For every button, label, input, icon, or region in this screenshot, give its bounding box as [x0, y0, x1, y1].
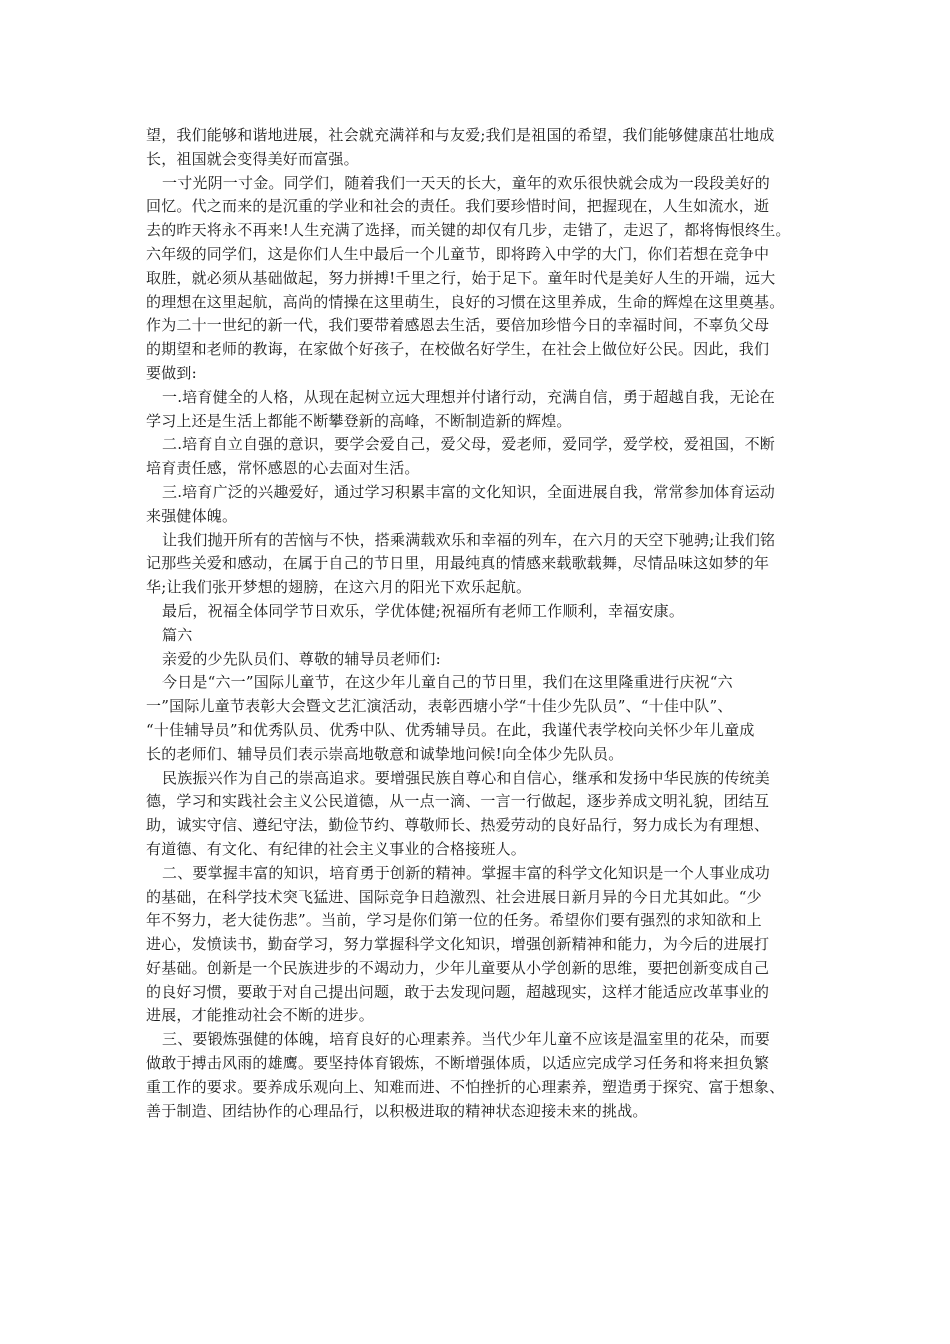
text-line: 长，祖国就会变得美好而富强。 [146, 149, 359, 168]
text-line: 记那些关爱和感动，在属于自己的节日里，用最纯真的情感来载歌载舞，尽情品味这如梦的年 [146, 554, 770, 573]
text-line: 今日是“六一”国际儿童节，在这少年儿童自己的节日里，我们在这里隆重进行庆祝“六 [162, 673, 733, 692]
text-line: 有道德、有文化、有纪律的社会主义事业的合格接班人。 [146, 839, 527, 858]
text-line: 篇六 [162, 625, 193, 644]
text-line: 做敢于搏击风雨的雄鹰。要坚持体育锻炼，不断增强体质，以适应完成学习任务和将来担负繁 [146, 1054, 770, 1073]
text-line: 去的昨天将永不再来!人生充满了选择，而关键的却仅有几步，走错了，走迟了，都将悔恨终生。 [146, 221, 791, 240]
text-line: 好基础。创新是一个民族进步的不竭动力，少年儿童要从小学创新的思维，要把创新变成自己 [146, 958, 770, 977]
text-line: 回忆。代之而来的是沉重的学业和社会的责任。我们要珍惜时间，把握现在，人生如流水，逝 [146, 197, 770, 216]
text-line: 的良好习惯，要敢于对自己提出问题，敢于去发现问题，超越现实，这样才能适应改革事业的 [146, 982, 770, 1001]
text-line: 二.培育自立自强的意识，要学会爱自己，爱父母，爱老师，爱同学，爱学校，爱祖国，不断 [162, 435, 775, 454]
text-line: 民族振兴作为自己的崇高追求。要增强民族自尊心和自信心，继承和发扬中华民族的传统美 [162, 768, 771, 787]
text-line: 长的老师们、辅导员们表示崇高地敬意和诚挚地问候!向全体少先队员。 [146, 744, 624, 763]
text-line: 望，我们能够和谐地进展，社会就充满祥和与友爱;我们是祖国的希望，我们能够健康茁壮地成 [146, 126, 775, 144]
text-line: 作为二十一世纪的新一代，我们要带着感恩去生活，要倍加珍惜今日的幸福时间，不辜负父母 [146, 316, 770, 335]
text-line: 进心，发愤读书，勤奋学习，努力掌握科学文化知识，增强创新精神和能力，为今后的进展打 [146, 935, 770, 954]
text-line: 的基础，在科学技术突飞猛进、国际竞争日趋激烈、社会进展日新月异的今日尤其如此。“少 [146, 887, 762, 906]
text-line: 六年级的同学们，这是你们人生中最后一个儿童节，即将跨入中学的大门，你们若想在竞争中 [146, 244, 770, 263]
text-line: 要做到: [146, 363, 197, 382]
text-line: 善于制造、团结协作的心理品行，以积极进取的精神状态迎接未来的挑战。 [146, 1101, 648, 1120]
text-line: 德，学习和实践社会主义公民道德，从一点一滴、一言一行做起，逐步养成文明礼貌，团结互 [146, 792, 770, 811]
text-line: 一寸光阴一寸金。同学们，随着我们一天天的长大，童年的欢乐很快就会成为一段段美好的 [162, 173, 771, 192]
text-line: 取胜，就必须从基础做起，努力拼搏!千里之行，始于足下。童年时代是美好人生的开端，远大 [146, 268, 776, 287]
text-line: 的理想在这里起航，高尚的情操在这里萌生，良好的习惯在这里养成，生命的辉煌在这里奠基。 [146, 292, 785, 311]
text-line: 助，诚实守信、遵纪守法，勤俭节约、尊敬师长、热爱劳动的良好品行，努力成长为有理想、 [146, 816, 770, 835]
text-line: 三.培育广泛的兴趣爱好，通过学习积累丰富的文化知识，全面进展自我，常常参加体育运动 [162, 482, 775, 501]
text-line: 重工作的要求。要养成乐观向上、知难而进、不怕挫折的心理素养，塑造勇于探究、富于想象、 [146, 1077, 785, 1096]
text-line: 三、要锻炼强健的体魄，培育良好的心理素养。当代少年儿童不应该是温室里的花朵，而要 [162, 1030, 771, 1049]
text-line: 最后，祝福全体同学节日欢乐，学优体健;祝福所有老师工作顺利，幸福安康。 [162, 601, 685, 620]
text-line: 一”国际儿童节表彰大会暨文艺汇演活动，表彰西塘小学“十佳少先队员”、“十佳中队”、 [146, 697, 733, 716]
text-line: 一.培育健全的人格，从现在起树立远大理想并付诸行动，充满自信，勇于超越自我，无论在 [162, 387, 775, 406]
text-line: 让我们抛开所有的苦恼与不快，搭乘满载欢乐和幸福的列车，在六月的天空下驰骋;让我们铭 [162, 530, 776, 549]
text-line: 学习上还是生活上都能不断攀登新的高峰，不断制造新的辉煌。 [146, 411, 572, 430]
text-line: 的期望和老师的教诲，在家做个好孩子，在校做名好学生，在社会上做位好公民。因此，我们 [146, 340, 770, 359]
text-line: 年不努力，老大徒伤悲”。当前，学习是你们第一位的任务。希望你们要有强烈的求知欲和上 [146, 911, 762, 930]
text-line: 二、要掌握丰富的知识，培育勇于创新的精神。掌握丰富的科学文化知识是一个人事业成功 [162, 863, 771, 882]
text-line: 来强健体魄。 [146, 506, 238, 525]
text-line: “十佳辅导员”和优秀队员、优秀中队、优秀辅导员。在此，我谨代表学校向关怀少年儿童成 [146, 720, 755, 739]
text-line: 亲爱的少先队员们、尊敬的辅导员老师们: [162, 649, 441, 668]
text-line: 培育责任感，常怀感恩的心去面对生活。 [146, 459, 420, 478]
text-line: 进展，才能推动社会不断的进步。 [146, 1006, 375, 1025]
text-line: 华;让我们张开梦想的翅膀，在这六月的阳光下欢乐起航。 [146, 578, 532, 597]
document-body [146, 124, 826, 1123]
